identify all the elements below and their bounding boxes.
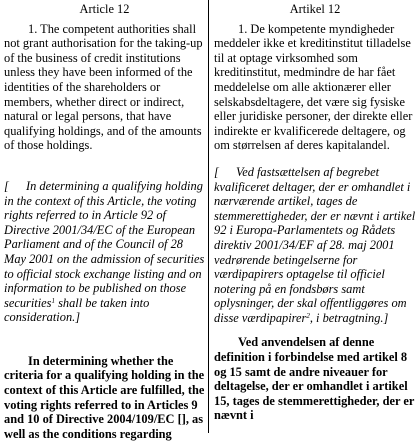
english-article-title: Article 12 xyxy=(79,2,130,16)
english-column xyxy=(4,0,205,441)
english-paragraph-2-close: shall be taken into consideration.] xyxy=(4,295,150,325)
english-paragraph-1: 1. The competent authorities shall not grant authorisation for the taking-up of the business of credit institutions unless they have been informed of the identities of the shareholders or members, whether direct or indirect, natural or legal persons, that have qualifying holdings, and of the amounts of those holdings. xyxy=(4,21,203,153)
danish-open-bracket: [ xyxy=(214,164,219,179)
english-paragraph-2 xyxy=(4,179,205,325)
danish-column xyxy=(214,0,416,423)
danish-paragraph-2-close: , i betragtning.] xyxy=(309,310,389,325)
english-open-bracket: [ xyxy=(4,178,9,193)
english-paragraph-3: In determining whether the criteria for a qualifying holding in the context of this Article are fulfilled, the voting rights referred to in Articles 9 and 10 of Directive 2004/109/EC [], as well as the conditions regarding xyxy=(4,353,205,441)
danish-paragraph-3: Ved anvendelsen af denne definition i forbindelse med artikel 8 og 15 samt de andre niveauer for deltagelse, der er omhandlet i artikel 15, tages de stemmerettigheder, der er nævnt i xyxy=(214,335,415,423)
danish-article-title: Artikel 12 xyxy=(289,2,341,16)
danish-paragraph-2 xyxy=(214,165,416,326)
danish-paragraph-1: 1. De kompetente myndigheder meddeler ikke et kreditinstitut tilladelse til at optage virksomhed som kreditinstitut, medmindre de har fået meddelelse om alle aktionærer eller selskabsdeltagere, det være sig fysiske eller juridiske personer, der direkte eller indirekte er kvalificerede deltagere, og om størrelsen af deres kapitalandel. xyxy=(214,21,413,153)
danish-footnote-ref[interactable]: 2 xyxy=(306,311,310,320)
english-footnote-ref[interactable]: 1 xyxy=(51,296,55,305)
danish-paragraph-2-text: Ved fastsættelsen af begrebet kvalificeret deltager, der er omhandlet i nærværende artikel, tages de stemmerettigheder, der er nævnt i artikel 92 i Europa-Parlamentets og Rådets direktiv 2001/34/EF af 28. maj 2001 vedrørende betingelserne for værdipapirers optagelse til officiel notering på en fondsbørs samt oplysninger, der skal offentliggøres om disse værdipapirer xyxy=(214,164,416,325)
english-paragraph-2-text: In determining a qualifying holding in the context of this Article, the voting rights referred to in Article 92 of Directive 2001/34/EC of the European Parliament and of the Council of 28 May 2001 on the admission of securities to official stock exchange listing and on information to be published on those securities xyxy=(4,178,205,310)
column-divider xyxy=(208,0,209,433)
